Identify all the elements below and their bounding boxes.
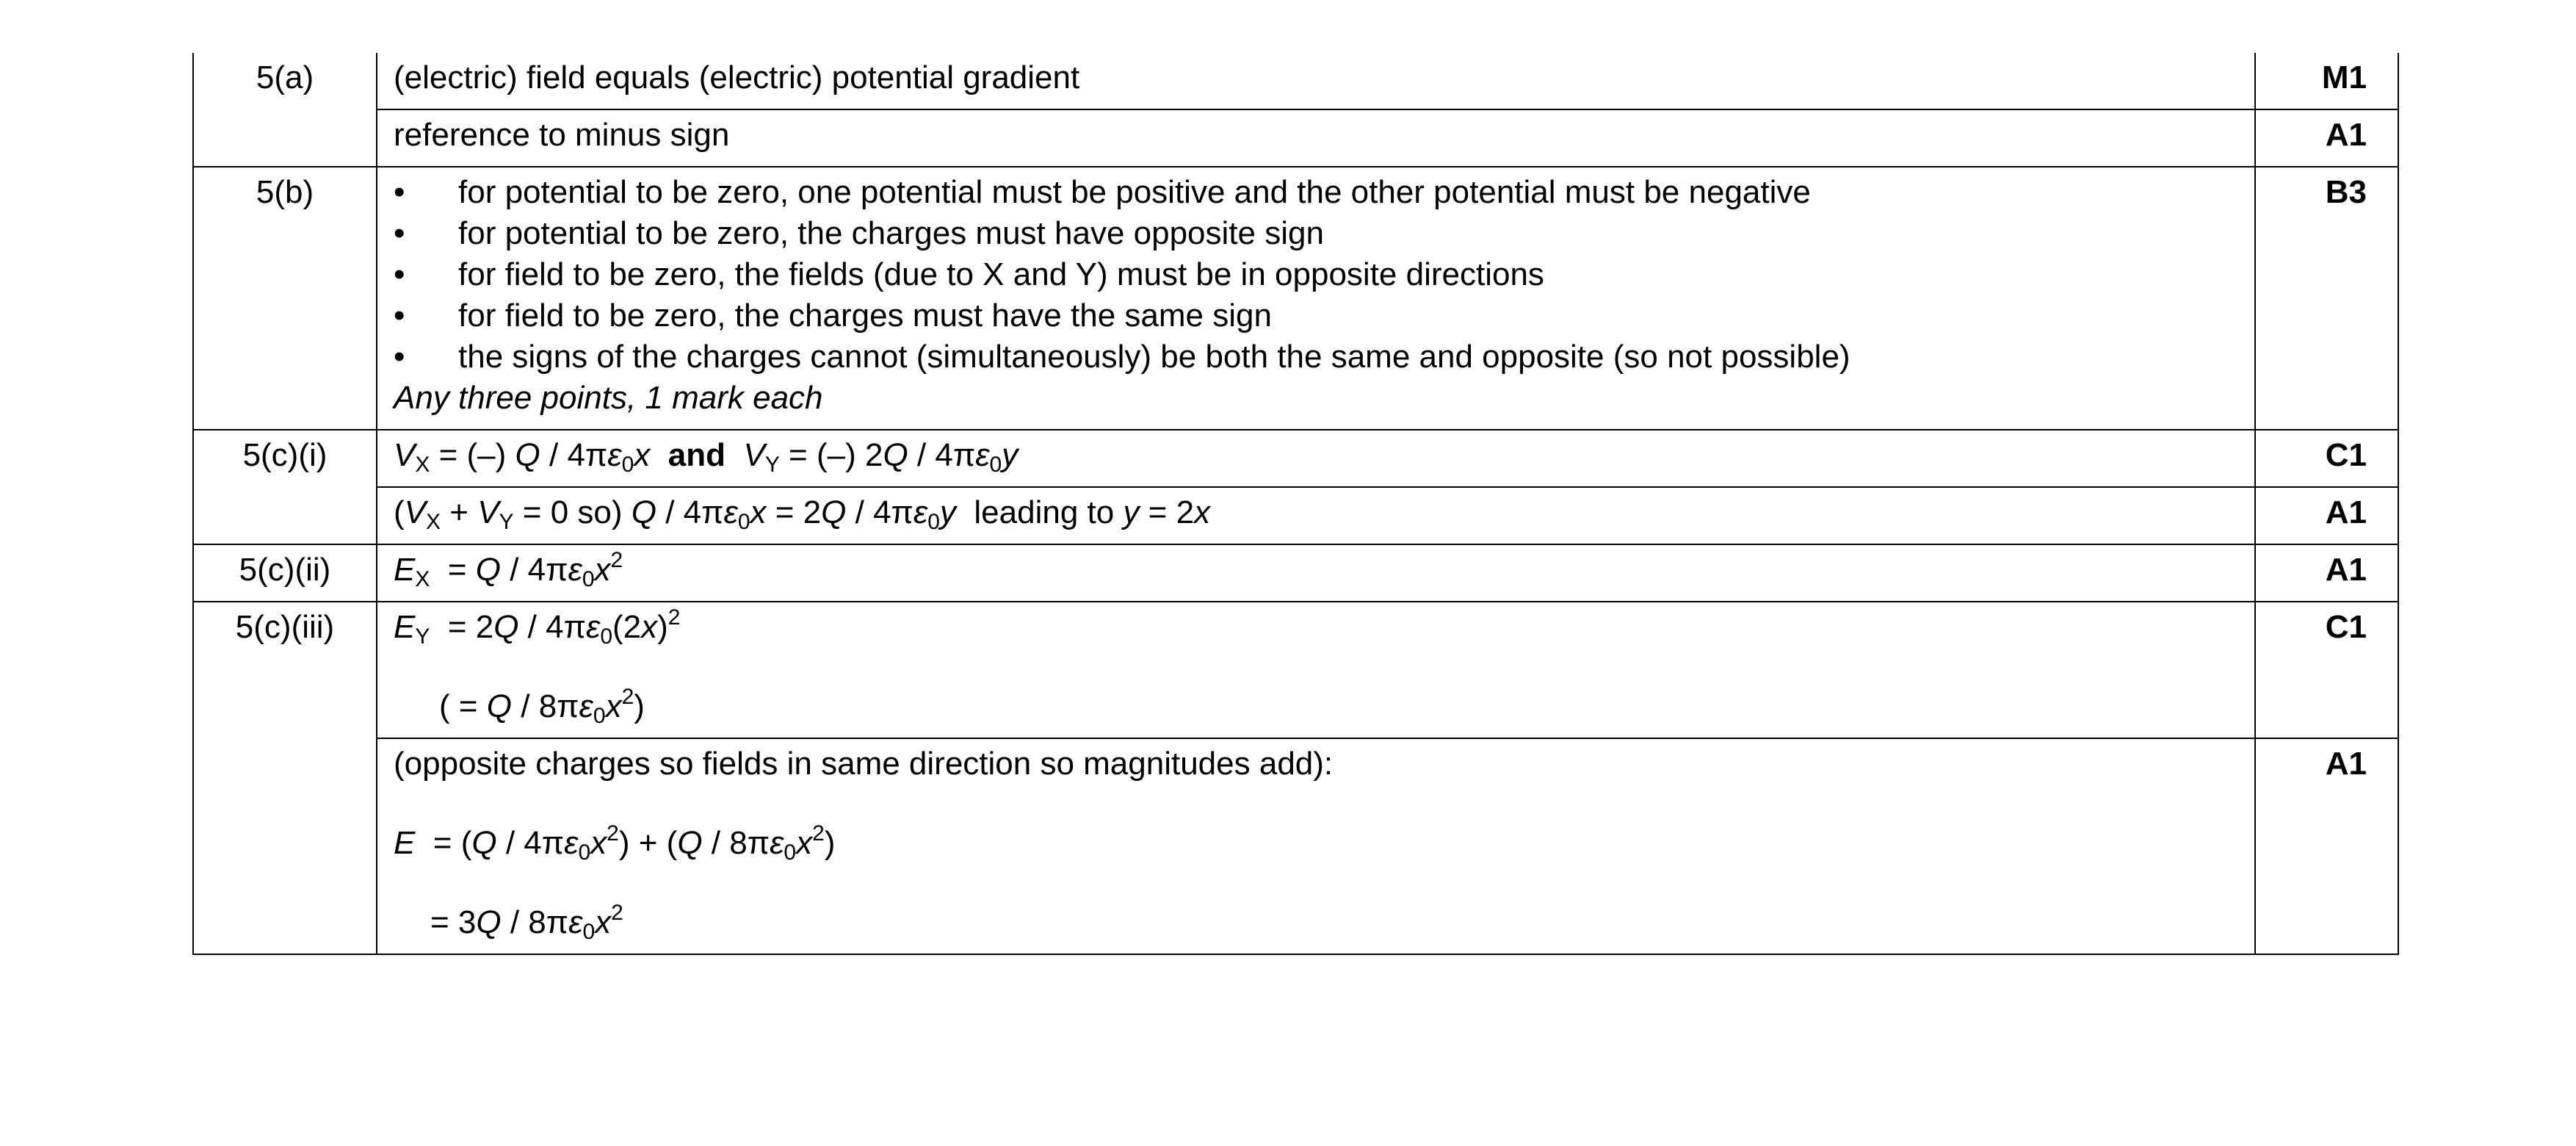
mark-cell: A1	[2255, 738, 2398, 954]
answer-cell	[377, 109, 2255, 167]
table-row	[193, 167, 2398, 430]
answer-cell	[377, 602, 2255, 738]
table-row	[193, 109, 2398, 167]
list-item: • for field to be zero, the charges must have the same sign	[394, 295, 2238, 336]
list-item: • for field to be zero, the fields (due to X and Y) must be in opposite directions	[394, 254, 2238, 295]
answer-cell	[377, 487, 2255, 544]
table-row	[193, 430, 2398, 487]
answer-text: (electric) field equals (electric) potential gradient	[394, 60, 1080, 96]
answer-text: (opposite charges so fields in same direction so magnitudes add):	[394, 746, 1334, 782]
equation-ey: $E_Y = 2Q / 4\pi\varepsilon_0(2x)^2$	[394, 605, 681, 649]
question-number: 5(b)	[193, 167, 377, 430]
bullet-list	[394, 172, 2238, 378]
list-item: • for potential to be zero, the charges must have opposite sign	[394, 213, 2238, 254]
mark-cell: C1	[2255, 430, 2398, 487]
marking-note: Any three points, 1 mark each	[394, 380, 823, 416]
answer-cell	[377, 738, 2255, 954]
answer-cell	[377, 167, 2255, 430]
equation-ey-simplified: ( = Q / $8\pi\varepsilon_0x^2$)	[439, 685, 645, 728]
list-item: • the signs of the charges cannot (simultaneously) be both the same and opposite (so not possible)	[394, 336, 2238, 378]
question-number: 5(c)(ii)	[193, 544, 377, 602]
table-row	[193, 738, 2398, 954]
question-number: 5(c)(iii)	[193, 602, 377, 954]
answer-text: reference to minus sign	[394, 117, 730, 153]
table-row	[193, 53, 2398, 109]
table-row	[193, 544, 2398, 602]
equation-e-sum: $E = (Q / 4\pi\varepsilon_0x^2) + (Q / 8\pi\varepsilon_0x^2)$	[394, 821, 836, 865]
table-row	[193, 602, 2398, 738]
table-row	[193, 487, 2398, 544]
mark-cell: M1	[2255, 53, 2398, 109]
answer-cell	[377, 544, 2255, 602]
and-word: and	[667, 437, 726, 473]
equation-leading-to: ($V_X + V_Y = 0$ so) $Q / 4\pi\varepsilon_0x = 2Q / 4\pi\varepsilon_0y$ leading to y = 2x	[394, 494, 1211, 534]
mark-cell: A1	[2255, 109, 2398, 167]
answer-cell	[377, 53, 2255, 109]
mark-cell: B3	[2255, 167, 2398, 430]
mark-cell: A1	[2255, 544, 2398, 602]
mark-cell: A1	[2255, 487, 2398, 544]
equation-e-result: = $3Q / 8\pi\varepsilon_0x^2$	[430, 901, 623, 944]
question-number: 5(a)	[193, 53, 377, 167]
mark-scheme-table	[192, 53, 2399, 955]
list-item: • for potential to be zero, one potential must be positive and the other potential must be negative	[394, 172, 2238, 213]
answer-cell	[377, 430, 2255, 487]
question-number: 5(c)(i)	[193, 430, 377, 544]
mark-cell: C1	[2255, 602, 2398, 738]
equation-ex: $E_X = Q / 4\pi\varepsilon_0x^2$	[394, 548, 623, 591]
equation-vx-vy: $V_X$ = (–) Q / $4\pi\varepsilon_0x$ and $V_Y$ = (–) $2Q / 4\pi\varepsilon_0y$	[394, 437, 1019, 477]
